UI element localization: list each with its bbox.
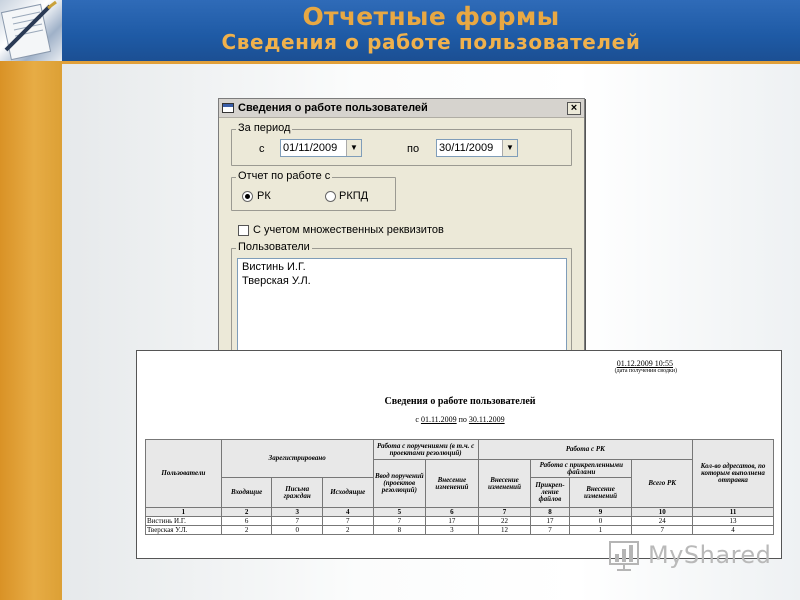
header-changes1: Внесение изменений xyxy=(426,460,479,508)
list-item[interactable]: Тверская У.Л. xyxy=(242,275,311,287)
radio-rkpd[interactable] xyxy=(325,191,336,202)
header-total: Всего РК xyxy=(632,460,693,508)
report-period-to: 30.11.2009 xyxy=(468,415,505,424)
table-cell: 0 xyxy=(272,526,323,535)
close-button[interactable]: × xyxy=(567,102,581,115)
period-to-value: 30/11/2009 xyxy=(439,142,494,154)
list-item[interactable]: Вистинь И.Г. xyxy=(242,261,306,273)
table-cell: 6 xyxy=(221,517,272,526)
header-attach: Прикреп-ление файлов xyxy=(531,478,569,508)
table-cell: 7 xyxy=(632,526,693,535)
col-number: 4 xyxy=(322,508,373,517)
col-number: 6 xyxy=(426,508,479,517)
table-cell: 12 xyxy=(478,526,531,535)
header-letters: Письма граждан xyxy=(272,478,323,508)
header-entry: Ввод поручений (проектов резолюций) xyxy=(373,460,426,508)
table-cell: 24 xyxy=(632,517,693,526)
header-attached: Работа с прикрепленными файлами xyxy=(531,460,632,478)
slide-title: Отчетные формы xyxy=(302,2,560,31)
col-number: 10 xyxy=(632,508,693,517)
table-cell: 2 xyxy=(221,526,272,535)
report-date: 01.12.2009 10:55 xyxy=(616,359,673,368)
report-table xyxy=(145,439,774,535)
radio-rk-label: РК xyxy=(257,190,271,202)
period-from-select[interactable] xyxy=(280,139,362,157)
table-cell: 7 xyxy=(272,517,323,526)
dialog-titlebar[interactable] xyxy=(219,99,584,118)
period-from-label: с xyxy=(259,143,265,155)
table-cell: 7 xyxy=(322,517,373,526)
table-cell: 8 xyxy=(373,526,426,535)
table-cell: Вистинь И.Г. xyxy=(146,517,222,526)
multi-props-checkbox[interactable] xyxy=(238,225,249,236)
multi-props-label: С учетом множественных реквизитов xyxy=(253,224,444,236)
report-on-legend: Отчет по работе с xyxy=(238,170,331,182)
left-accent-bar xyxy=(0,0,62,600)
table-cell: 2 xyxy=(322,526,373,535)
chart-icon xyxy=(608,538,642,572)
period-to-select[interactable] xyxy=(436,139,518,157)
table-cell: 17 xyxy=(531,517,569,526)
period-prefix: с xyxy=(415,415,419,424)
watermark xyxy=(608,538,772,574)
col-number: 1 xyxy=(146,508,222,517)
header-users: Пользователи xyxy=(146,440,222,508)
col-number: 2 xyxy=(221,508,272,517)
table-row xyxy=(146,526,774,535)
radio-rkpd-label: РКПД xyxy=(339,190,369,202)
col-number: 11 xyxy=(693,508,774,517)
period-to-label: по xyxy=(407,143,420,155)
table-cell: 1 xyxy=(569,526,632,535)
table-cell: 7 xyxy=(373,517,426,526)
users-legend: Пользователи xyxy=(238,241,310,253)
col-number: 7 xyxy=(478,508,531,517)
chevron-down-icon[interactable]: ▼ xyxy=(346,140,361,156)
report-on-group xyxy=(231,170,396,211)
report-title: Сведения о работе пользователей xyxy=(384,396,536,407)
col-number: 9 xyxy=(569,508,632,517)
table-cell: 17 xyxy=(426,517,479,526)
period-from-value: 01/11/2009 xyxy=(283,142,338,154)
slide-subtitle: Сведения о работе пользователей xyxy=(221,30,641,54)
header-changes3: Внесение изменений xyxy=(569,478,632,508)
table-cell: 22 xyxy=(478,517,531,526)
report-preview xyxy=(136,350,782,559)
table-cell: 13 xyxy=(693,517,774,526)
report-date-note: (дата получения сводки) xyxy=(614,368,677,374)
report-period-from: 01.11.2009 xyxy=(420,415,457,424)
period-legend: За период xyxy=(238,122,291,134)
radio-rk[interactable] xyxy=(242,191,253,202)
header-rk: Работа с РК xyxy=(478,440,692,460)
table-row xyxy=(146,517,774,526)
table-cell: 7 xyxy=(531,526,569,535)
table-cell: Тверская У.Л. xyxy=(146,526,222,535)
table-cell: 4 xyxy=(693,526,774,535)
table-cell: 3 xyxy=(426,526,479,535)
header-registered: Зарегистрировано xyxy=(221,440,373,478)
watermark-text: MyShared xyxy=(648,541,772,569)
period-mid: по xyxy=(458,415,467,424)
chevron-down-icon[interactable]: ▼ xyxy=(502,140,517,156)
header-outgoing: Исходящие xyxy=(322,478,373,508)
header-changes2: Внесение изменений xyxy=(478,460,531,508)
header-incoming: Входящие xyxy=(221,478,272,508)
table-cell: 0 xyxy=(569,517,632,526)
col-number: 5 xyxy=(373,508,426,517)
header-assignments: Работа с поручениями (в т.ч. с проектами резолюций) xyxy=(373,440,478,460)
report-period xyxy=(137,415,783,424)
report-dialog xyxy=(218,98,585,360)
header-addressees: Кол-во адресатов, по которым выполнена отправка xyxy=(693,440,774,508)
col-number: 8 xyxy=(531,508,569,517)
dialog-title: Сведения о работе пользователей xyxy=(238,102,428,114)
window-icon xyxy=(222,103,234,113)
document-pen-icon xyxy=(0,0,62,61)
col-number: 3 xyxy=(272,508,323,517)
users-listbox[interactable] xyxy=(237,258,567,360)
